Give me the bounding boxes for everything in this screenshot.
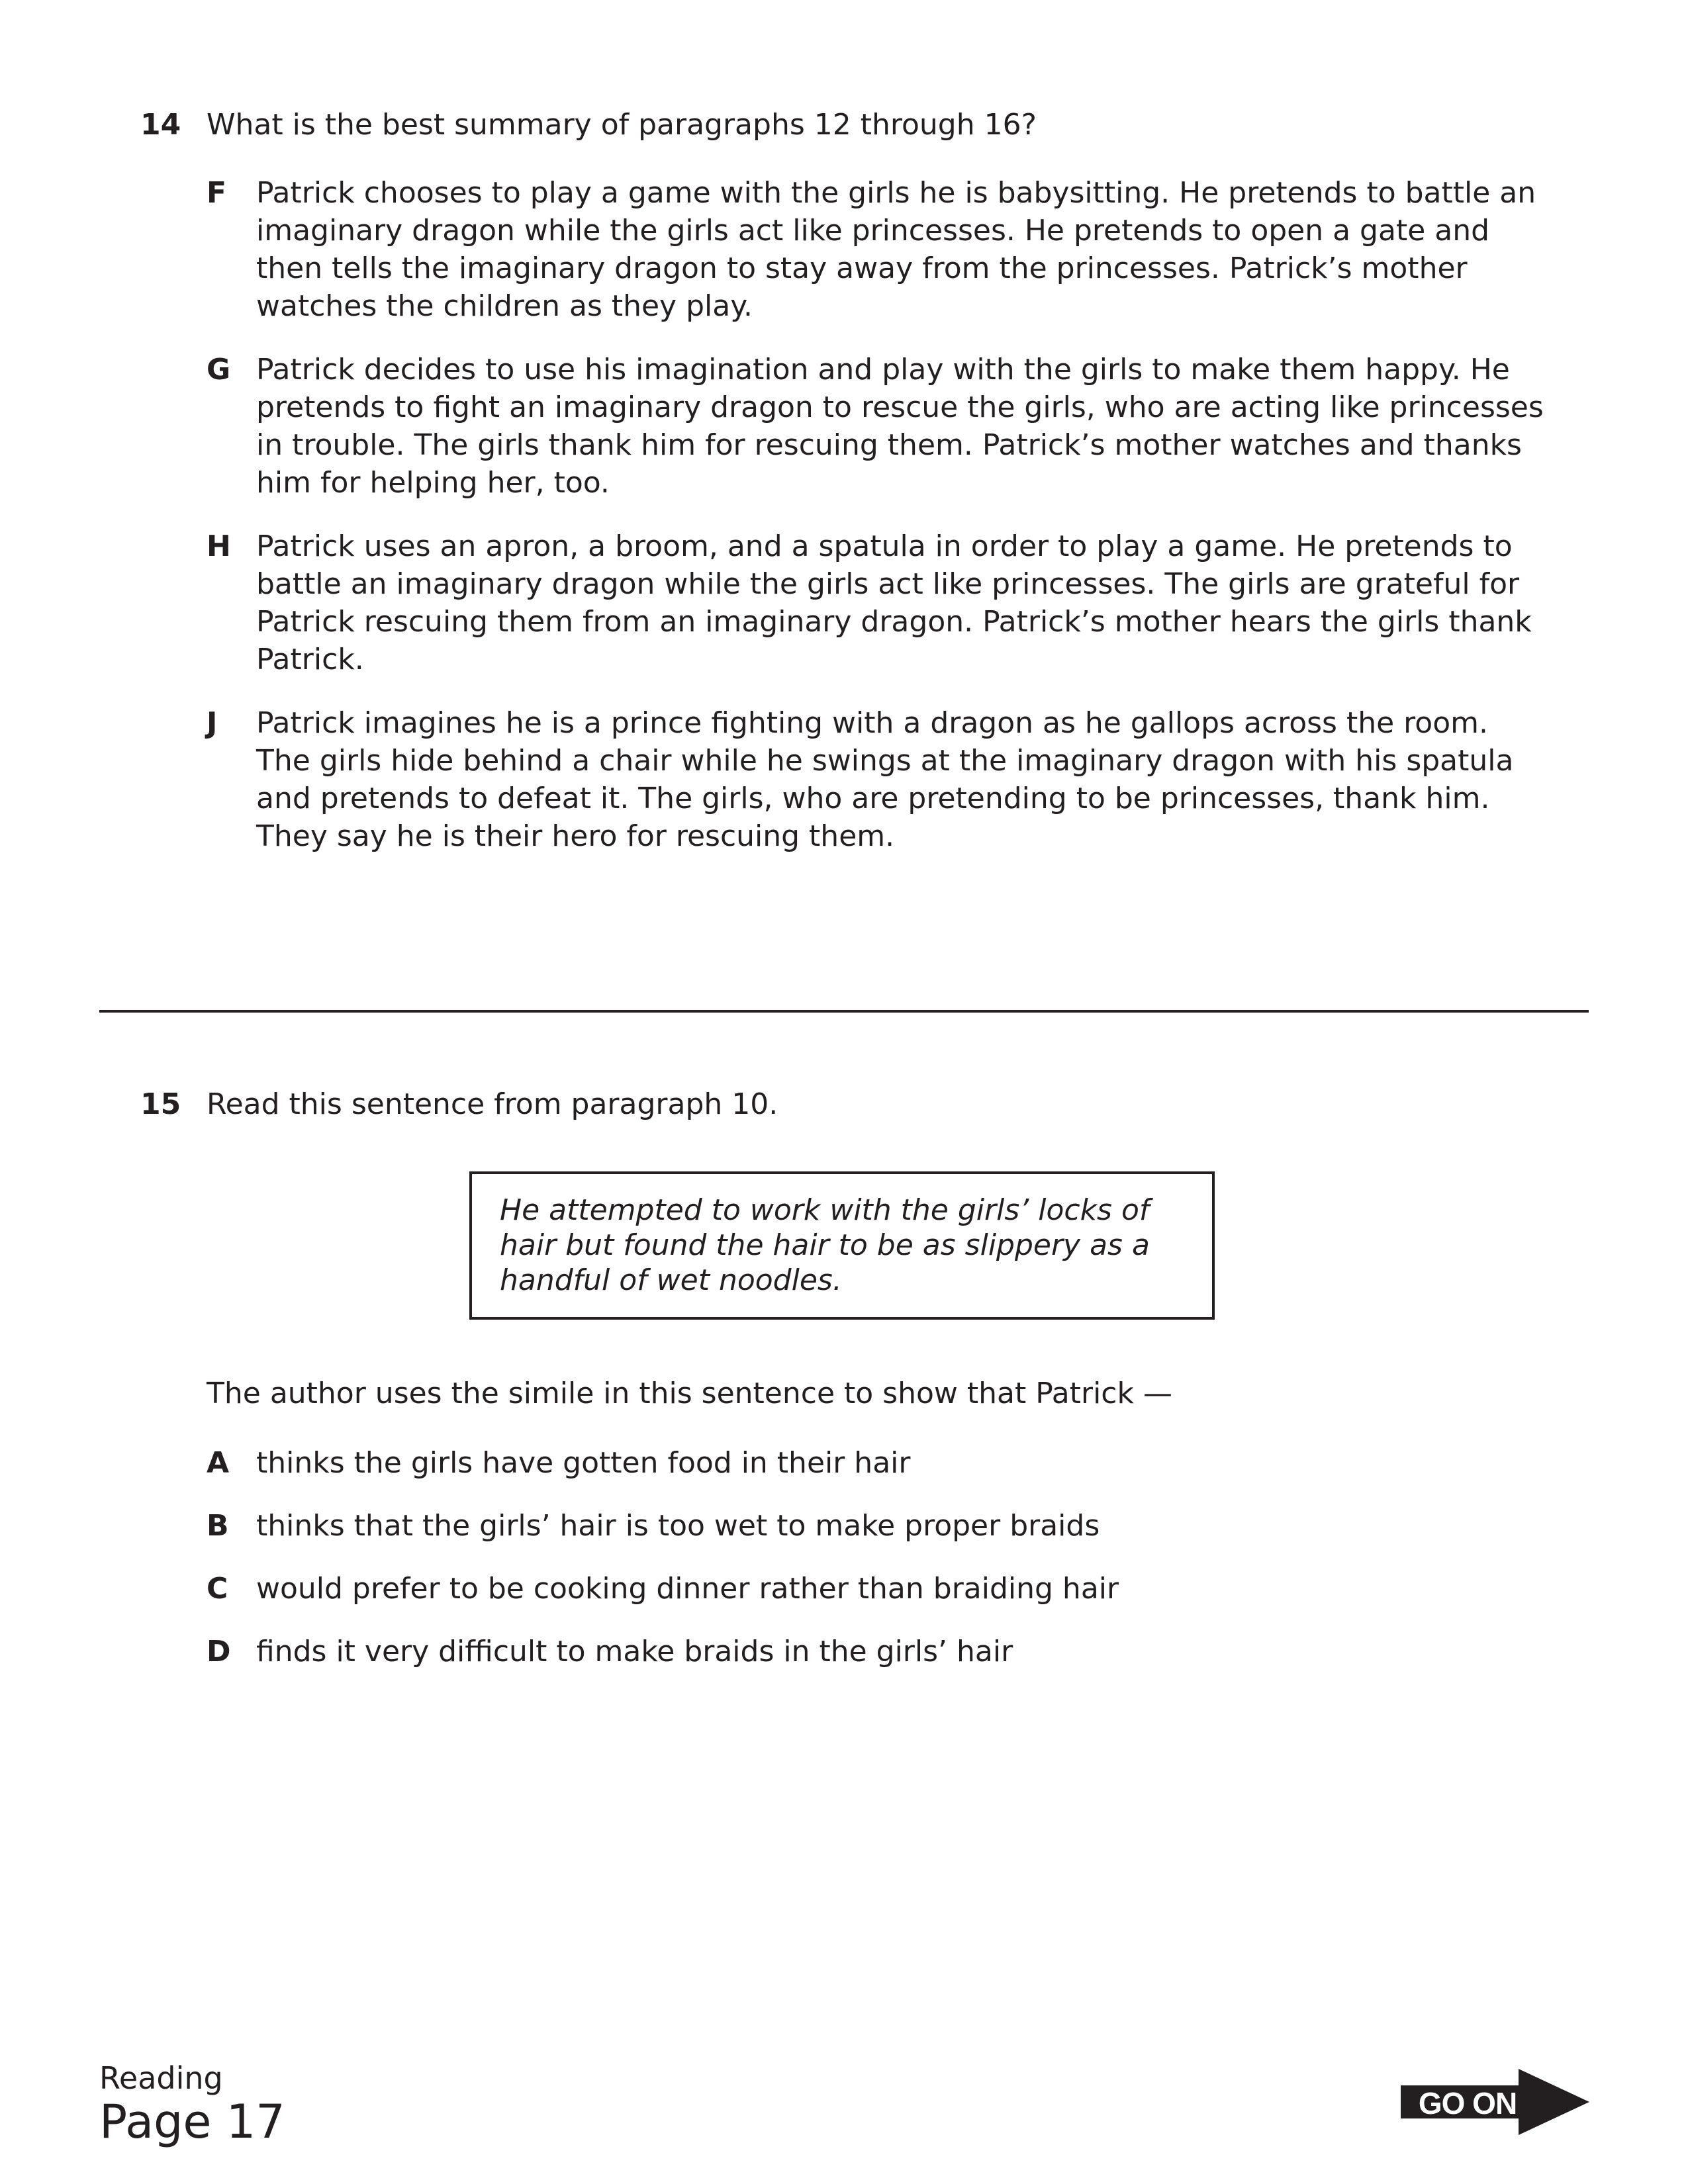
- option-text: Patrick chooses to play a game with the girls he is babysitting. He pretends to battle an imaginary dragon while the girls act like princesses. He pretends to open a gate and then tells the imaginary dragon to stay away from the princesses. Patrick’s mother watches the children as they play.: [256, 176, 1536, 323]
- answer-option-j[interactable]: [207, 704, 1544, 855]
- answer-option-h[interactable]: [207, 527, 1544, 678]
- option-text: Patrick imagines he is a prince fighting with a dragon as he gallops across the room. The girls hide behind a chair while he swings at the imaginary dragon with his spatula and pretends to defeat it. The girls, who are pretending to be princesses, thank him. They say he is their hero for rescuing them.: [256, 706, 1514, 853]
- question-15-header: [140, 1085, 778, 1123]
- option-letter: J: [207, 706, 218, 740]
- answer-option-f[interactable]: [207, 174, 1544, 325]
- option-letter: C: [207, 1572, 228, 1606]
- go-on-button[interactable]: [1401, 2069, 1589, 2135]
- quoted-sentence: He attempted to work with the girls’ locks of hair but found the hair to be as slippery as a handful of wet noodles.: [500, 1193, 1150, 1297]
- answer-option-g[interactable]: [207, 351, 1544, 502]
- option-text: thinks the girls have gotten food in their hair: [256, 1446, 911, 1480]
- option-letter: G: [207, 353, 231, 387]
- option-letter: D: [207, 1635, 231, 1668]
- question-14-header: [140, 106, 1037, 144]
- option-letter: H: [207, 529, 231, 563]
- subject-label: Reading: [99, 2060, 223, 2096]
- question-prompt: Read this sentence from paragraph 10.: [207, 1087, 778, 1121]
- option-text: finds it very difficult to make braids in the girls’ hair: [256, 1635, 1013, 1668]
- section-divider: [99, 1010, 1589, 1013]
- go-on-label: GO ON: [1418, 2086, 1517, 2120]
- option-text: would prefer to be cooking dinner rather than braiding hair: [256, 1572, 1119, 1606]
- question-stem: The author uses the simile in this sentence to show that Patrick —: [207, 1377, 1172, 1410]
- option-letter: A: [207, 1446, 230, 1480]
- question-prompt: What is the best summary of paragraphs 12 through 16?: [207, 108, 1037, 142]
- option-letter: B: [207, 1509, 229, 1543]
- question-number: 14: [140, 108, 181, 142]
- answer-option-c[interactable]: [207, 1570, 1544, 1608]
- option-text: Patrick uses an apron, a broom, and a spatula in order to play a game. He pretends to battle an imaginary dragon while the girls act like princesses. The girls are grateful for Patrick rescuing them from an imaginary dragon. Patrick’s mother hears the girls thank Patrick.: [256, 529, 1532, 676]
- question-number: 15: [140, 1087, 181, 1121]
- option-text: Patrick decides to use his imagination and play with the girls to make them happy. He pretends to fight an imaginary dragon to rescue the girls, who are acting like princesses in trouble. The girls thank him for rescuing them. Patrick’s mother watches and thanks him for helping her, too.: [256, 353, 1544, 500]
- option-letter: F: [207, 176, 227, 210]
- answer-option-d[interactable]: [207, 1633, 1544, 1670]
- answer-option-a[interactable]: [207, 1444, 1544, 1482]
- option-text: thinks that the girls’ hair is too wet to make proper braids: [256, 1509, 1100, 1543]
- quoted-sentence-box: [469, 1171, 1215, 1320]
- page-number: Page 17: [99, 2095, 285, 2149]
- answer-option-b[interactable]: [207, 1507, 1544, 1545]
